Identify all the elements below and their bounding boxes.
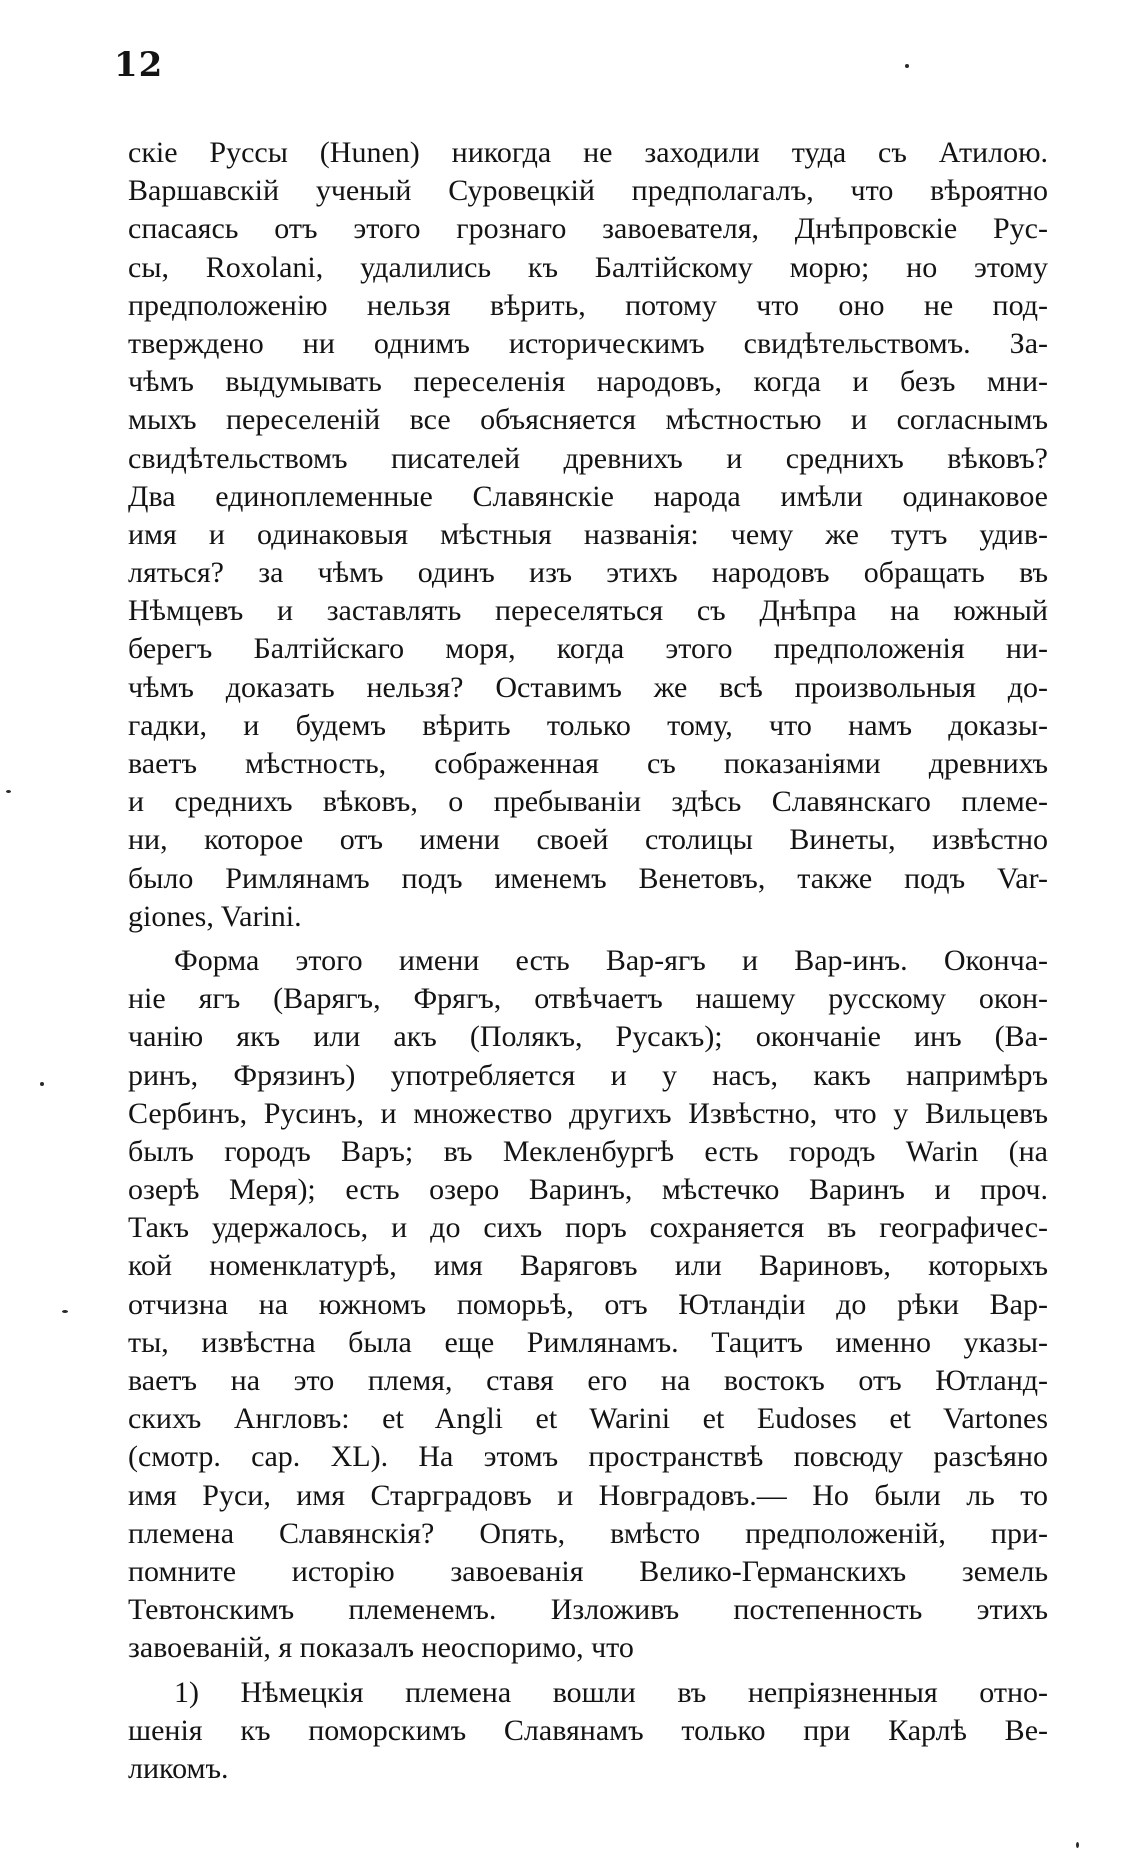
- text-line: 1) Нѣмецкія племена вошли въ непріязненныя отно-: [174, 1675, 1048, 1709]
- paragraph-2: [128, 942, 1048, 1668]
- text-line: помните исторію завоеванія Велико-Германскихъ земель: [128, 1554, 1048, 1588]
- body-text: [128, 134, 1048, 1794]
- scan-speck: [1076, 1842, 1079, 1848]
- text-line: ляться? за чѣмъ одинъ изъ этихъ народовъ обращать въ: [128, 556, 1048, 590]
- text-line: тверждено ни однимъ историческимъ свидѣтельствомъ. За-: [128, 326, 1048, 360]
- text-line: и среднихъ вѣковъ, о пребываніи здѣсь Славянскаго племе-: [128, 785, 1048, 819]
- text-line: шенія къ поморскимъ Славянамъ только при Карлѣ Ве-: [128, 1713, 1048, 1747]
- text-line: Форма этого имени есть Вар-ягъ и Вар-инъ. Оконча-: [174, 943, 1048, 977]
- paragraph-1: [128, 134, 1048, 936]
- text-line: свидѣтельствомъ писателей древнихъ и среднихъ вѣковъ?: [128, 441, 1048, 475]
- scan-speck: [6, 790, 11, 793]
- text-line: ликомъ.: [128, 1751, 229, 1785]
- text-line: ты, извѣстна была еще Римлянамъ. Тацитъ именно указы-: [128, 1325, 1048, 1359]
- text-line: ваетъ на это племя, ставя его на востокъ отъ Ютланд-: [128, 1364, 1048, 1397]
- text-line: имя Руси, имя Старградовъ и Новградовъ.— Но были ль то: [128, 1478, 1048, 1512]
- text-line: Варшавскій ученый Суровецкій предполагалъ, что вѣроятно: [128, 174, 1048, 208]
- text-line: мыхъ переселеній все объясняется мѣстностью и согласнымъ: [128, 403, 1048, 437]
- text-line: (смотр. cap. XL). На этомъ пространствѣ повсюду разсѣяно: [128, 1440, 1048, 1474]
- text-line: чѣмъ доказать нельзя? Оставимъ же всѣ произвольныя до-: [128, 670, 1048, 704]
- text-line: кой номенклатурѣ, имя Варяговъ или Вариновъ, которыхъ: [128, 1249, 1048, 1283]
- paragraph-3: [128, 1674, 1048, 1789]
- text-line: Сербинъ, Русинъ, и множество другихъ Извѣстно, что у Вильцевъ: [128, 1096, 1048, 1130]
- text-line: былъ городъ Варъ; въ Мекленбургѣ есть городъ Warin (на: [128, 1134, 1048, 1168]
- text-line: предположенію нельзя вѣрить, потому что оно не под-: [128, 288, 1048, 322]
- scan-speck: [62, 1310, 68, 1313]
- text-line: спасаясь отъ этого грознаго завоевателя, Днѣпровскіе Рус-: [128, 212, 1048, 246]
- text-line: ринъ, Фрязинъ) употребляется и у насъ, какъ напримѣръ: [128, 1058, 1048, 1092]
- text-line: берегъ Балтійскаго моря, когда этого предположенія ни-: [128, 632, 1048, 666]
- text-line: озерѣ Меря); есть озеро Варинъ, мѣстечко Варинъ и проч.: [128, 1173, 1048, 1207]
- text-line: скихъ Англовъ: et Angli et Warini et Eudoses et Vartones: [128, 1402, 1048, 1436]
- text-line: ни, которое отъ имени своей столицы Винеты, извѣстно: [128, 823, 1048, 857]
- text-line: чѣмъ выдумывать переселенія народовъ, когда и безъ мни-: [128, 365, 1048, 399]
- text-line: Такъ удержалось, и до сихъ поръ сохраняется въ географичес-: [128, 1211, 1048, 1245]
- text-line: было Римлянамъ подъ именемъ Венетовъ, также подъ Var-: [128, 861, 1048, 895]
- text-line: ніе ягъ (Варягъ, Фрягъ, отвѣчаетъ нашему русскому окон-: [128, 982, 1048, 1016]
- page-number: 12: [114, 45, 164, 85]
- text-line: отчизна на южномъ поморьѣ, отъ Ютландіи до рѣки Вар-: [128, 1287, 1048, 1321]
- scan-speck: [905, 64, 909, 68]
- text-line: имя и одинаковыя мѣстныя названія: чему же тутъ удив-: [128, 517, 1048, 551]
- text-line: племена Славянскія? Опять, вмѣсто предположеній, при-: [128, 1516, 1048, 1550]
- text-line: Тевтонскимъ племенемъ. Изложивъ постепенность этихъ: [128, 1593, 1048, 1627]
- text-line: Нѣмцевъ и заставлять переселяться съ Днѣпра на южный: [128, 594, 1048, 628]
- text-line: Два единоплеменные Славянскіе народа имѣли одинаковое: [128, 479, 1048, 513]
- text-line: ваетъ мѣстность, сображенная съ показаніями древнихъ: [128, 747, 1048, 780]
- text-line: чанію якъ или акъ (Полякъ, Русакъ); окончаніе инъ (Ва-: [128, 1020, 1048, 1054]
- text-line: giones, Varini.: [128, 899, 302, 933]
- text-line: завоеваній, я показалъ неоспоримо, что: [128, 1631, 634, 1665]
- text-line: скіе Руссы (Hunen) никогда не заходили туда съ Атилою.: [128, 136, 1048, 169]
- text-line: гадки, и будемъ вѣрить только тому, что намъ доказы-: [128, 708, 1048, 742]
- scan-speck: [40, 1082, 44, 1086]
- text-line: сы, Roxolani, удалились къ Балтійскому морю; но этому: [128, 250, 1048, 284]
